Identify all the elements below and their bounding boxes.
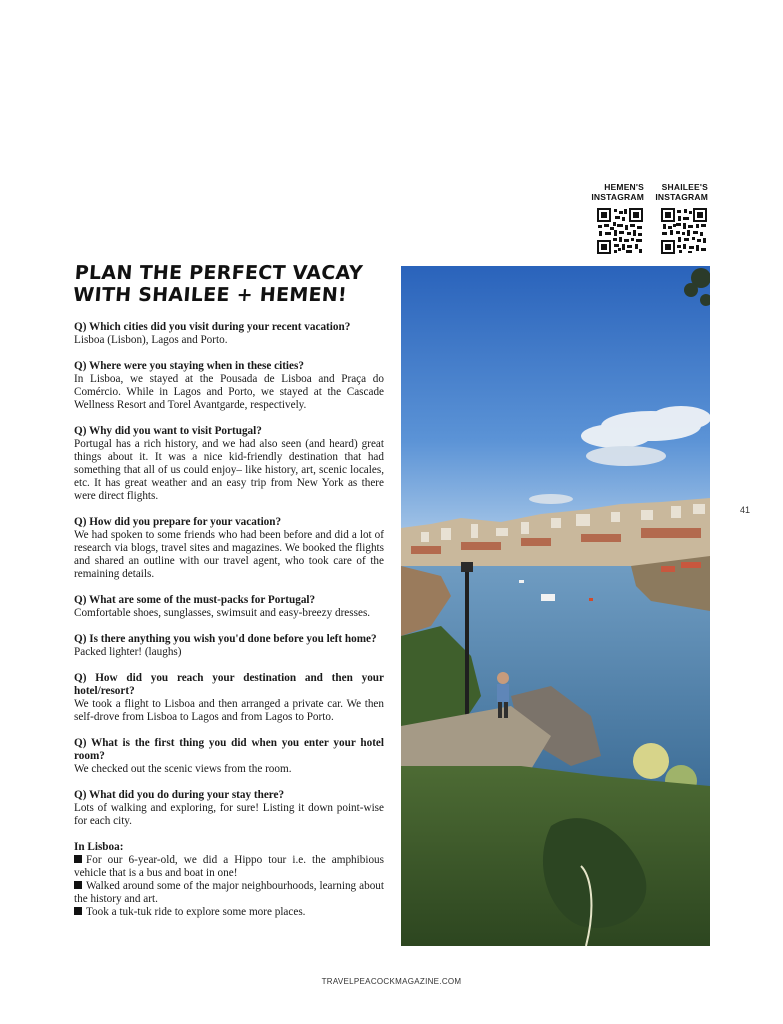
photo-illustration <box>401 266 710 946</box>
answer: We checked out the scenic views from the room. <box>74 763 292 775</box>
answer: Lots of walking and exploring, for sure! Listing it down point-wise for each city. <box>74 802 384 827</box>
qa-item <box>74 321 384 347</box>
question: Q) Where were you staying when in these cities? <box>74 360 304 372</box>
hemen-instagram[interactable] <box>588 182 644 259</box>
answer: Portugal has a rich history, and we had also seen (and heard) great things about it. It was a nice kid-friendly destination that had something that all of us could enjoy– like history, art, scenic locales, etc. It has great weather and an easy trip from New York as there were direct flights. <box>74 438 384 502</box>
article-body <box>74 321 384 919</box>
question: Q) Why did you want to visit Portugal? <box>74 425 262 437</box>
headline-line-1: PLAN THE PERFECT VACAY <box>74 262 364 284</box>
headline-line-2: WITH SHAILEE + HEMEN! <box>72 284 348 306</box>
answer: Packed lighter! (laughs) <box>74 646 182 658</box>
answer: Lisboa (Lisbon), Lagos and Porto. <box>74 334 228 346</box>
question: Q) How did you reach your destination and then your hotel/resort? <box>74 672 384 697</box>
bullet-text: Walked around some of the major neighbourhoods, learning about the history and art. <box>74 880 384 905</box>
answer: We took a flight to Lisboa and then arranged a private car. We then self-drove from Lisboa to Lagos and from Lagos to Porto. <box>74 698 384 723</box>
bullet-text: For our 6-year-old, we did a Hippo tour i.e. the amphibious vehicle that is a bus and boat in one! <box>74 854 384 879</box>
question: Q) How did you prepare for your vacation? <box>74 516 282 528</box>
list-item <box>74 854 384 880</box>
list-item <box>74 906 384 919</box>
answer: In Lisboa, we stayed at the Pousada de Lisboa and Praça do Comércio. While in Lagos and Porto, we stayed at the Cascade Wellness Resort and Torel Avantgarde, respectively. <box>74 373 384 411</box>
qa-item <box>74 672 384 724</box>
answer: We had spoken to some friends who had been before and did a lot of research via blogs, travel sites and magazines. We booked the flights and shared an outline with our travel agent, who took care of the remaining details. <box>74 529 384 580</box>
question: Q) What is the first thing you did when you enter your hotel room? <box>74 737 384 762</box>
question: Q) What did you do during your stay there? <box>74 789 285 801</box>
shailee-instagram[interactable] <box>652 182 708 259</box>
square-bullet-icon <box>74 907 82 915</box>
question: Q) What are some of the must-packs for Portugal? <box>74 594 316 606</box>
lisboa-section <box>74 841 384 919</box>
qa-item <box>74 789 384 828</box>
qa-item <box>74 360 384 412</box>
qa-item <box>74 737 384 776</box>
hemen-instagram-label: HEMEN'S INSTAGRAM <box>591 182 644 202</box>
page-number: 41 <box>740 505 751 515</box>
bullet-text: Took a tuk-tuk ride to explore some more places. <box>86 906 306 918</box>
lisboa-heading: In Lisboa: <box>74 841 124 853</box>
question: Q) Which cities did you visit during your recent vacation? <box>74 321 351 333</box>
shailee-instagram-label: SHAILEE'S INSTAGRAM <box>655 182 708 202</box>
article-headline <box>72 262 395 306</box>
qa-item <box>74 516 384 581</box>
magazine-url[interactable]: TRAVELPEACOCKMAGAZINE.COM <box>321 977 462 986</box>
porto-river-photo <box>401 266 710 946</box>
qa-item <box>74 425 384 503</box>
hemen-qr-code-icon[interactable] <box>597 208 643 254</box>
square-bullet-icon <box>74 855 82 863</box>
square-bullet-icon <box>74 881 82 889</box>
question: Q) Is there anything you wish you'd done before you left home? <box>74 633 377 645</box>
qa-item <box>74 594 384 620</box>
qa-item <box>74 633 384 659</box>
answer: Comfortable shoes, sunglasses, swimsuit and easy-breezy dresses. <box>74 607 371 619</box>
list-item <box>74 880 384 906</box>
shailee-qr-code-icon[interactable] <box>661 208 707 254</box>
